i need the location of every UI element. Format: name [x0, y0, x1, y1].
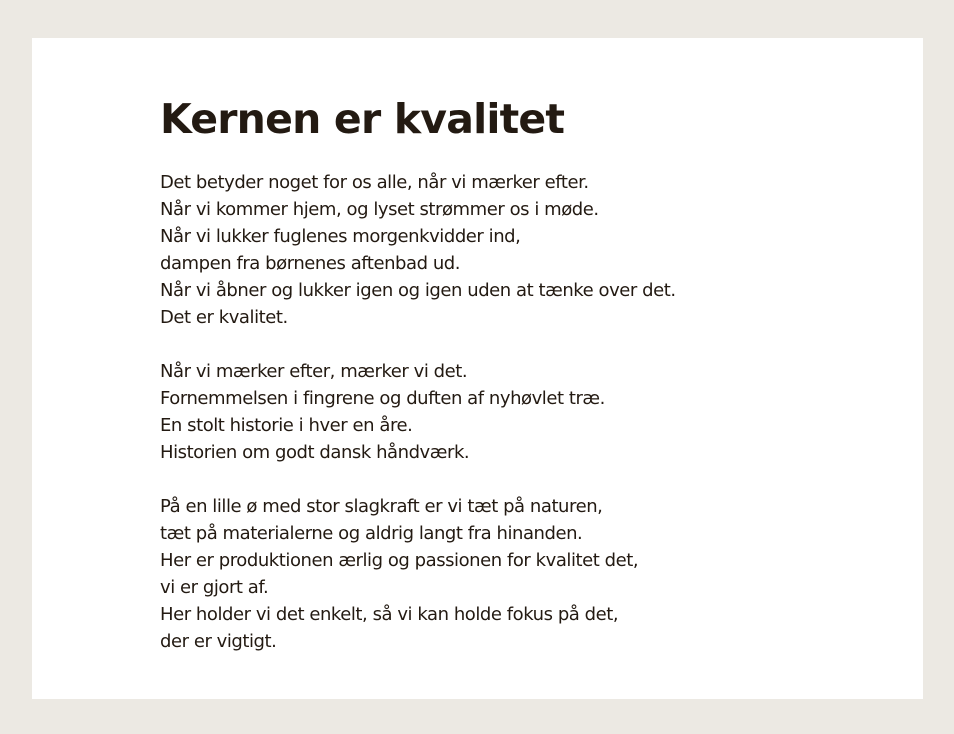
text-line: Når vi åbner og lukker igen og igen uden at tænke over det.	[160, 280, 676, 301]
text-line: Det betyder noget for os alle, når vi mærker efter.	[160, 172, 589, 193]
stanza-3	[160, 493, 880, 655]
text-line: vi er gjort af.	[160, 577, 269, 598]
text-line: der er vigtigt.	[160, 631, 277, 652]
stanza-1	[160, 169, 880, 331]
text-line: Her holder vi det enkelt, så vi kan holde fokus på det,	[160, 604, 619, 625]
text-line: En stolt historie i hver en åre.	[160, 415, 413, 436]
article-body	[160, 169, 880, 655]
text-line: Når vi lukker fuglenes morgenkvidder ind,	[160, 226, 521, 247]
article	[160, 93, 880, 682]
page-title: Kernen er kvalitet	[160, 95, 565, 143]
content-card	[32, 38, 923, 699]
text-line: tæt på materialerne og aldrig langt fra hinanden.	[160, 523, 583, 544]
text-line: Når vi mærker efter, mærker vi det.	[160, 361, 468, 382]
text-line: Historien om godt dansk håndværk.	[160, 442, 470, 463]
text-line: Her er produktionen ærlig og passionen for kvalitet det,	[160, 550, 639, 571]
text-line: På en lille ø med stor slagkraft er vi tæt på naturen,	[160, 496, 603, 517]
text-line: dampen fra børnenes aftenbad ud.	[160, 253, 461, 274]
text-line: Når vi kommer hjem, og lyset strømmer os i møde.	[160, 199, 599, 220]
stanza-2	[160, 358, 880, 466]
text-line: Det er kvalitet.	[160, 307, 288, 328]
text-line: Fornemmelsen i fingrene og duften af nyhøvlet træ.	[160, 388, 605, 409]
